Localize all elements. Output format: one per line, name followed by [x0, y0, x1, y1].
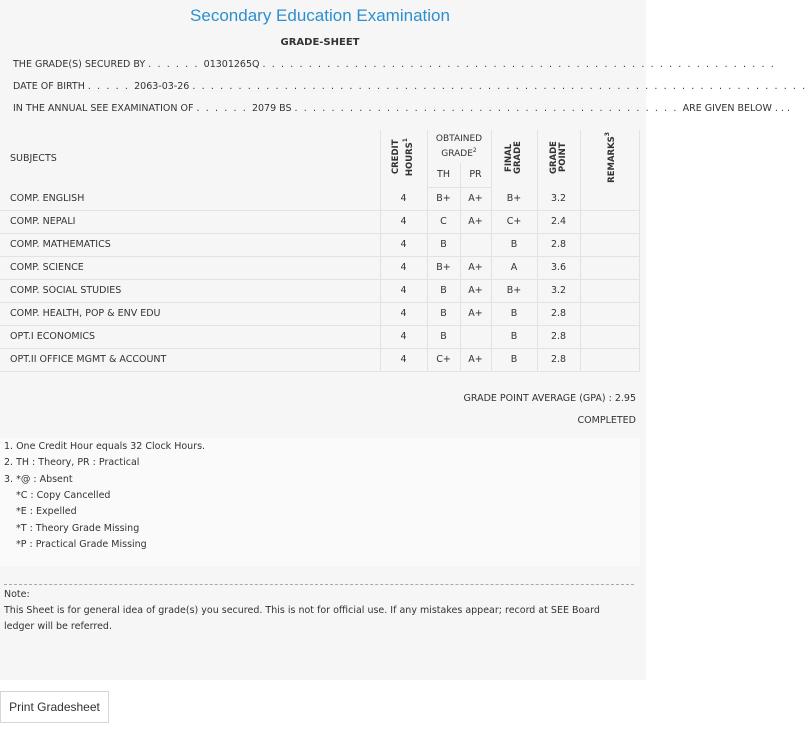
remarks-cell — [580, 279, 640, 302]
table-row — [0, 233, 640, 256]
footnote-2: 2. TH : Theory, PR : Practical — [4, 457, 140, 468]
dob-label: DATE OF BIRTH — [13, 81, 85, 92]
grade-point-cell: 2.8 — [537, 348, 580, 371]
final-grade-cell: B — [491, 348, 537, 371]
final-grade-cell: B+ — [491, 187, 537, 210]
exam-year: 2079 BS — [251, 103, 292, 114]
grade-point-cell: 2.4 — [537, 210, 580, 233]
final-grade-header: FINAL GRADE — [504, 140, 523, 174]
credit-hours-header: CREDIT HOURS$^1$ — [391, 137, 415, 177]
final-grade-cell: B — [491, 233, 537, 256]
grades-secured-label: THE GRADE(S) SECURED BY — [13, 59, 146, 70]
footnote-practical-missing: *P : Practical Grade Missing — [16, 539, 147, 550]
footnote-copy-cancelled: *C : Copy Cancelled — [16, 490, 111, 501]
credit-cell: 4 — [380, 348, 427, 371]
th-header: TH — [427, 163, 460, 187]
grade-point-cell: 2.8 — [537, 233, 580, 256]
footnote-theory-missing: *T : Theory Grade Missing — [16, 523, 140, 534]
pr-grade-cell — [460, 325, 491, 348]
exam-label: IN THE ANNUAL SEE EXAMINATION OF — [13, 103, 194, 114]
subject-cell: COMP. MATHEMATICS — [0, 233, 380, 256]
final-grade-cell: B+ — [491, 279, 537, 302]
credit-cell: 4 — [380, 187, 427, 210]
pr-grade-cell: A+ — [460, 256, 491, 279]
grade-point-cell: 3.2 — [537, 187, 580, 210]
grade-point-cell: 3.6 — [537, 256, 580, 279]
final-grade-cell: C+ — [491, 210, 537, 233]
col-grade-point — [537, 130, 580, 187]
dashed-divider — [4, 584, 634, 585]
final-grade-cell: A — [491, 256, 537, 279]
col-subjects — [0, 130, 380, 187]
subject-cell: OPT.I ECONOMICS — [0, 325, 380, 348]
grade-point-cell: 2.8 — [537, 302, 580, 325]
th-grade-cell: B+ — [427, 187, 460, 210]
col-credit-hours — [380, 130, 427, 187]
remarks-cell — [580, 210, 640, 233]
col-remarks — [580, 130, 640, 187]
exam-suffix: ARE GIVEN BELOW . . . — [682, 103, 790, 114]
final-grade-cell: B — [491, 302, 537, 325]
credit-cell: 4 — [380, 233, 427, 256]
table-row — [0, 302, 640, 325]
gpa-label: GRADE POINT AVERAGE (GPA) : — [463, 393, 612, 404]
remarks-cell — [580, 302, 640, 325]
table-row — [0, 279, 640, 302]
subject-cell: COMP. ENGLISH — [0, 187, 380, 210]
th-grade-cell: C+ — [427, 348, 460, 371]
pr-grade-cell: A+ — [460, 279, 491, 302]
grade-point-header: GRADE POINT — [548, 140, 568, 174]
info-line-dob: DATE OF BIRTH . . . . . 2063-03-26 . . . . . . . . . . . . . . . . . . . . . . . . . . . . . . . . . . . . . . . . . . . . . . . . . . . . . . . . . . . . . . . . . . . — [13, 81, 807, 92]
th-grade-cell: B+ — [427, 256, 460, 279]
table-row — [0, 325, 640, 348]
pr-header: PR — [460, 163, 491, 187]
dob-value: 2063-03-26 — [134, 81, 190, 92]
remarks-cell — [580, 348, 640, 371]
subject-cell: COMP. NEPALI — [0, 210, 380, 233]
info-line-exam: IN THE ANNUAL SEE EXAMINATION OF . . . . . . 2079 BS . . . . . . . . . . . . . . . . . . . . . . . . . . . . . . . . . . . . . . . . . . ARE GIVEN BELOW . . . — [13, 103, 790, 114]
table-row — [0, 348, 640, 371]
final-grade-cell: B — [491, 325, 537, 348]
grade-point-cell: 3.2 — [537, 279, 580, 302]
note-text: This Sheet is for general idea of grade(s) you secured. This is not for official use. If any mistakes appear; record at SEE Board ledger will be referred. — [4, 605, 600, 632]
table-row — [0, 256, 640, 279]
subject-cell: COMP. HEALTH, POP & ENV EDU — [0, 302, 380, 325]
symbol-number: 01301265Q — [203, 59, 260, 70]
footnote-expelled: *E : Expelled — [16, 506, 77, 517]
status-label: COMPLETED — [577, 415, 636, 426]
page-title: Secondary Education Examination — [190, 6, 450, 25]
table-row — [0, 210, 640, 233]
pr-grade-cell: A+ — [460, 187, 491, 210]
pr-grade-cell: A+ — [460, 348, 491, 371]
th-grade-cell: B — [427, 302, 460, 325]
footnote-3: 3. *@ : Absent — [4, 474, 73, 485]
credit-cell: 4 — [380, 325, 427, 348]
th-grade-cell: B — [427, 233, 460, 256]
sheet-subtitle: GRADE-SHEET — [280, 37, 360, 48]
col-final-grade — [491, 130, 537, 187]
gpa-summary — [464, 393, 636, 404]
col-obtained-grade: OBTAINED GRADE$^2$ — [427, 130, 491, 163]
subject-cell: COMP. SOCIAL STUDIES — [0, 279, 380, 302]
note-title: Note: — [4, 589, 30, 600]
credit-cell: 4 — [380, 210, 427, 233]
th-grade-cell: B — [427, 325, 460, 348]
credit-cell: 4 — [380, 302, 427, 325]
pr-grade-cell: A+ — [460, 302, 491, 325]
pr-grade-cell — [460, 233, 491, 256]
remarks-cell — [580, 325, 640, 348]
subject-cell: COMP. SCIENCE — [0, 256, 380, 279]
obtained-header: OBTAINED — [435, 134, 483, 144]
grades-table — [0, 130, 640, 372]
remarks-cell — [580, 256, 640, 279]
credit-cell: 4 — [380, 279, 427, 302]
credit-cell: 4 — [380, 256, 427, 279]
subject-cell: OPT.II OFFICE MGMT & ACCOUNT — [0, 348, 380, 371]
th-grade-cell: C — [427, 210, 460, 233]
pr-grade-cell: A+ — [460, 210, 491, 233]
grade-point-cell: 2.8 — [537, 325, 580, 348]
subjects-header: SUBJECTS — [10, 153, 57, 164]
info-line-symbol: THE GRADE(S) SECURED BY . . . . . . 01301265Q . . . . . . . . . . . . . . . . . . . . . . . . . . . . . . . . . . . . . . . . . . . . . . . . . . . . . . . . — [13, 59, 776, 70]
remarks-cell — [580, 187, 640, 210]
remarks-header: REMARKS$^3$ — [603, 131, 617, 183]
remarks-cell — [580, 233, 640, 256]
footnote-1: 1. One Credit Hour equals 32 Clock Hours. — [4, 441, 206, 452]
gpa-value: 2.95 — [614, 393, 636, 404]
print-gradesheet-button[interactable]: Print Gradesheet — [0, 691, 109, 723]
th-grade-cell: B — [427, 279, 460, 302]
table-row — [0, 187, 640, 210]
footnotes-panel — [0, 438, 640, 566]
